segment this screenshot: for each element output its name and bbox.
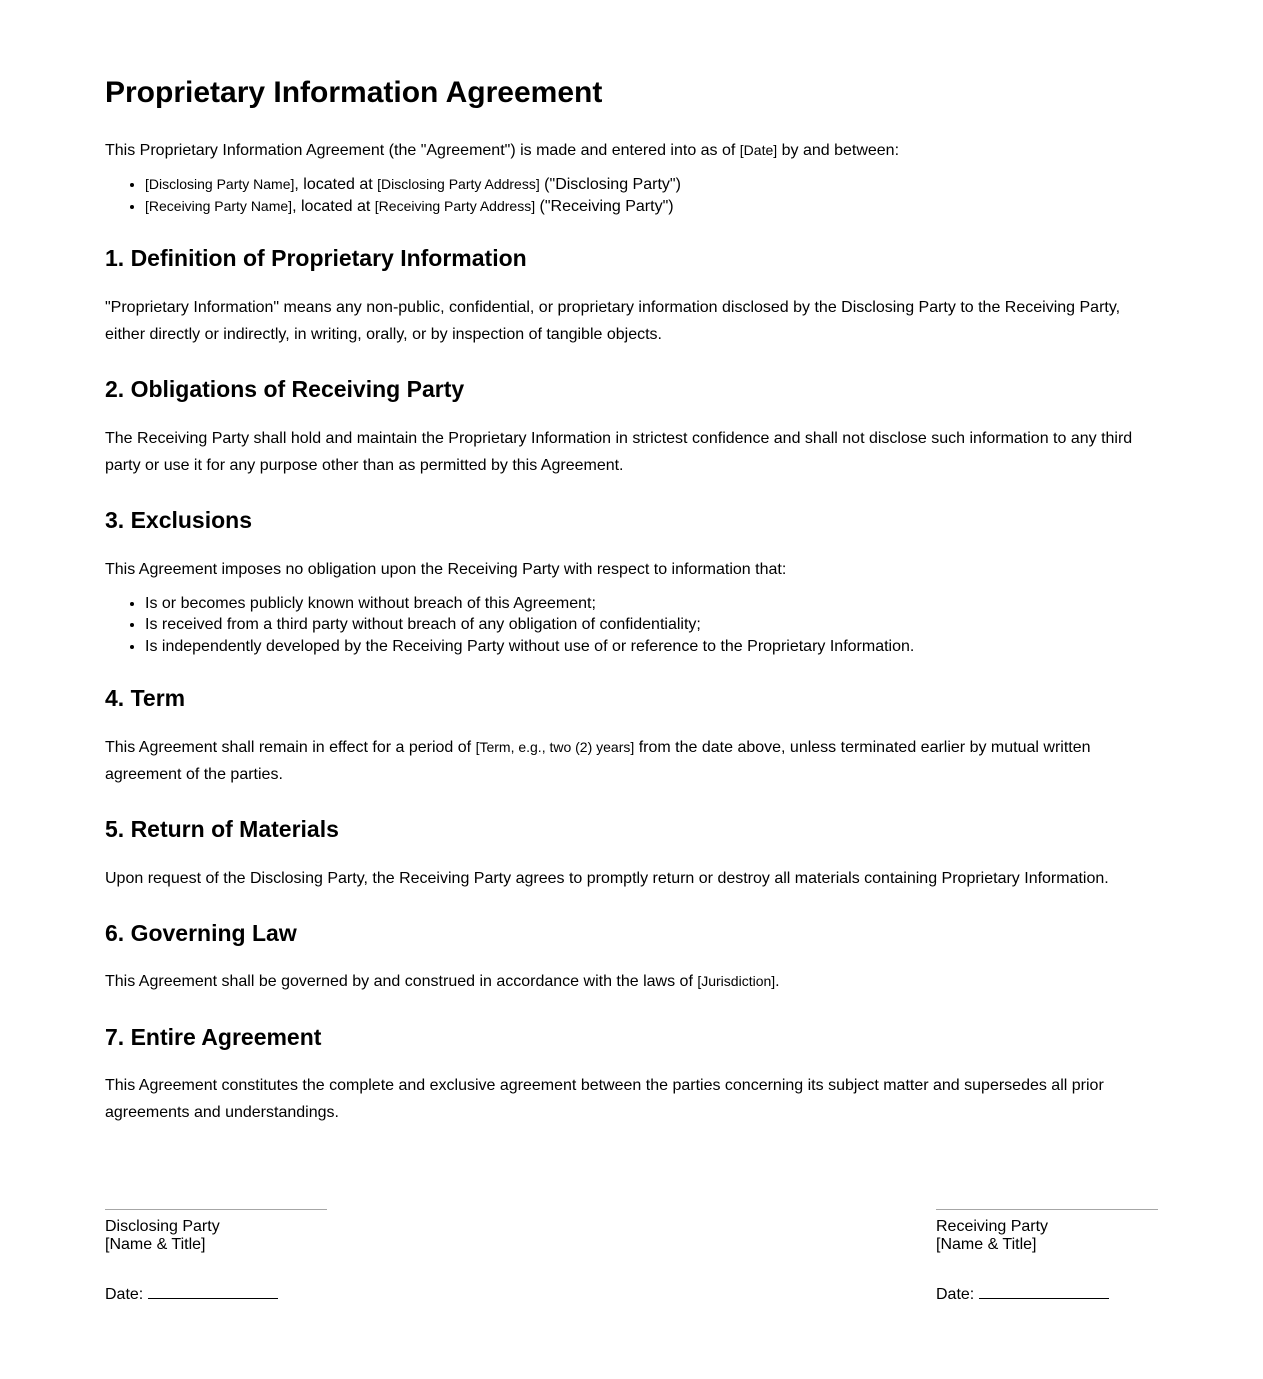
placeholder-text: [Receiving Party Name] (145, 197, 293, 214)
placeholder-text: [Disclosing Party Name] (145, 176, 295, 193)
placeholder-text: [Jurisdiction] (697, 973, 776, 990)
text-segment: from the date above, unless terminated earlier by mutual written agreement of the parties. (105, 738, 1091, 783)
section-governing-law (105, 920, 1158, 996)
text-segment: "Proprietary Information" means any non-public, confidential, or proprietary information disclosed by the Disclosing Party to the Receiving Party, either directly or indirectly, in writing, orally, or by inspection of tangible objects. (105, 298, 1121, 343)
exclusion-item (145, 614, 1158, 635)
party-item-receiving (145, 196, 1158, 217)
signature-party-label: Receiving Party (936, 1217, 1049, 1235)
text-segment: ("Disclosing Party") (539, 176, 681, 194)
text-segment: Is or becomes publicly known without breach of this Agreement; (145, 594, 596, 612)
signature-name-title-placeholder: [Name & Title] (936, 1236, 1037, 1254)
section-entire-agreement-body (105, 1072, 1158, 1126)
signature-rule (105, 1209, 327, 1210)
section-definition (105, 245, 1158, 348)
section-definition-body (105, 294, 1158, 348)
party-item-disclosing (145, 174, 1158, 195)
date-blank-line (148, 1284, 278, 1299)
section-definition-heading: 1. Definition of Proprietary Information (105, 245, 527, 272)
section-obligations (105, 376, 1158, 479)
intro-paragraph (105, 137, 1158, 164)
section-governing-law-heading: 6. Governing Law (105, 919, 297, 946)
signature-block-disclosing (105, 1209, 327, 1305)
section-exclusions-heading: 3. Exclusions (105, 507, 253, 533)
signature-date-row (105, 1284, 327, 1304)
placeholder-text: [Date] (739, 142, 778, 158)
exclusions-list (105, 593, 1158, 657)
signature-date-row (936, 1284, 1158, 1304)
section-term-body (105, 734, 1158, 788)
placeholder-text: [Term, e.g., two (2) years] (475, 738, 635, 755)
section-exclusions-body (105, 556, 1158, 583)
section-obligations-heading: 2. Obligations of Receiving Party (105, 376, 465, 403)
signature-block-receiving (936, 1209, 1158, 1305)
text-segment: This Agreement imposes no obligation upon the Receiving Party with respect to information that: (105, 560, 787, 578)
exclusion-item (145, 636, 1158, 657)
text-segment: . (775, 973, 780, 991)
text-segment: This Agreement shall remain in effect for a period of (105, 738, 476, 756)
section-return-heading: 5. Return of Materials (105, 816, 339, 843)
signature-row (105, 1209, 1158, 1305)
date-blank-line (979, 1284, 1109, 1299)
placeholder-text: [Receiving Party Address] (374, 197, 536, 214)
section-return-body (105, 865, 1158, 892)
signature-party-label: Disclosing Party (105, 1217, 220, 1235)
text-segment: , located at (294, 176, 378, 194)
text-segment: This Agreement constitutes the complete and exclusive agreement between the parties concerning its subject matter and supersedes all prior agreements and understandings. (105, 1077, 1104, 1122)
text-segment: Is independently developed by the Receiving Party without use of or reference to the Proprietary Information. (145, 637, 915, 655)
text-segment: The Receiving Party shall hold and maintain the Proprietary Information in strictest confidence and shall not disclose such information to any third party or use it for any purpose other than as permitted by this Agreement. (105, 429, 1133, 474)
text-segment: by and between: (777, 142, 900, 159)
document-title: Proprietary Information Agreement (105, 76, 603, 109)
signature-name-title-placeholder: [Name & Title] (105, 1236, 206, 1254)
section-governing-law-body (105, 968, 1158, 995)
text-segment: Is received from a third party without breach of any obligation of confidentiality; (145, 616, 701, 634)
section-term (105, 685, 1158, 788)
section-exclusions (105, 507, 1158, 657)
section-return-of-materials (105, 816, 1158, 892)
placeholder-text: [Disclosing Party Address] (377, 176, 540, 193)
text-segment: , located at (292, 197, 375, 215)
text-segment: This Agreement shall be governed by and construed in accordance with the laws of (105, 973, 698, 991)
parties-list (105, 174, 1158, 217)
date-label: Date: (105, 1286, 144, 1304)
text-segment: Upon request of the Disclosing Party, the Receiving Party agrees to promptly return or destroy all materials containing Proprietary Information. (105, 869, 1109, 887)
section-entire-agreement (105, 1024, 1158, 1127)
text-segment: ("Receiving Party") (535, 197, 674, 215)
signature-rule (936, 1209, 1158, 1210)
section-term-heading: 4. Term (105, 685, 186, 712)
date-label: Date: (936, 1286, 975, 1304)
section-entire-agreement-heading: 7. Entire Agreement (105, 1023, 322, 1050)
exclusion-item (145, 593, 1158, 614)
section-obligations-body (105, 425, 1158, 479)
text-segment: This Proprietary Information Agreement (the "Agreement") is made and entered into as of (105, 142, 740, 159)
